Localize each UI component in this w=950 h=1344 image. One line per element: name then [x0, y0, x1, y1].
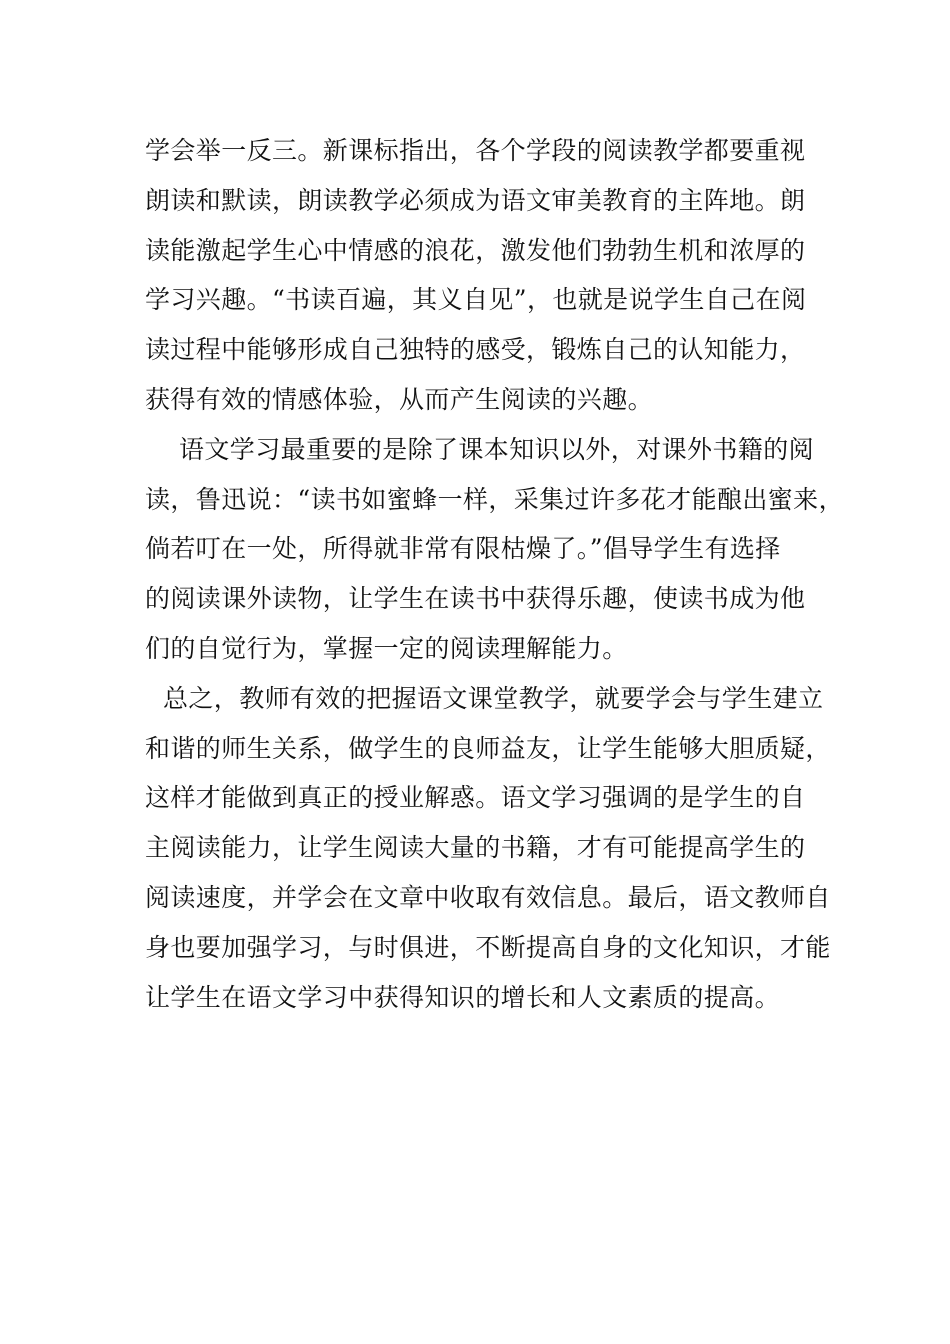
text-line: 和谐的师生关系，做学生的良师益友，让学生能够大胆质疑，: [145, 733, 831, 763]
text-line: 让学生在语文学习中获得知识的增长和人文素质的提高。: [145, 982, 781, 1012]
paragraph-3: [145, 674, 831, 1023]
text-line: 读过程中能够形成自己独特的感受，锻炼自己的认知能力，: [145, 335, 806, 365]
text-line: 主阅读能力，让学生阅读大量的书籍，才有可能提高学生的: [145, 833, 806, 863]
paragraph-1: [145, 126, 825, 425]
text-line: 学会举一反三。新课标指出，各个学段的阅读教学都要重视: [145, 136, 806, 165]
text-line: 倘若叮在一处，所得就非常有限枯燥了。”倡导学生有选择: [145, 534, 781, 564]
text-line: 读能激起学生心中情感的浪花，激发他们勃勃生机和浓厚的: [145, 235, 806, 265]
text-line: 的阅读课外读物，让学生在读书中获得乐趣，使读书成为他: [145, 584, 806, 614]
text-line: 阅读速度，并学会在文章中收取有效信息。最后，语文教师自: [145, 882, 831, 912]
text-line: 这样才能做到真正的授业解惑。语文学习强调的是学生的自: [145, 783, 806, 813]
text-line: 学习兴趣。“书读百遍，其义自见”，也就是说学生自己在阅: [145, 285, 807, 315]
text-line: 读，鲁迅说：“读书如蜜蜂一样，采集过许多花才能酿出蜜来，: [145, 484, 844, 514]
text-line: 身也要加强学习，与时俱进，不断提高自身的文化知识，才能: [145, 932, 831, 962]
body-text: [145, 126, 844, 1022]
text-line: 总之，教师有效的把握语文课堂教学，就要学会与学生建立: [163, 683, 824, 713]
text-line: 们的自觉行为，掌握一定的阅读理解能力。: [145, 633, 628, 663]
paragraph-2: [145, 425, 844, 674]
text-line: 语文学习最重要的是除了课本知识以外，对课外书籍的阅: [179, 434, 815, 464]
text-line: 朗读和默读，朗读教学必须成为语文审美教育的主阵地。朗: [145, 185, 806, 215]
text-line: 获得有效的情感体验，从而产生阅读的兴趣。: [145, 384, 654, 414]
